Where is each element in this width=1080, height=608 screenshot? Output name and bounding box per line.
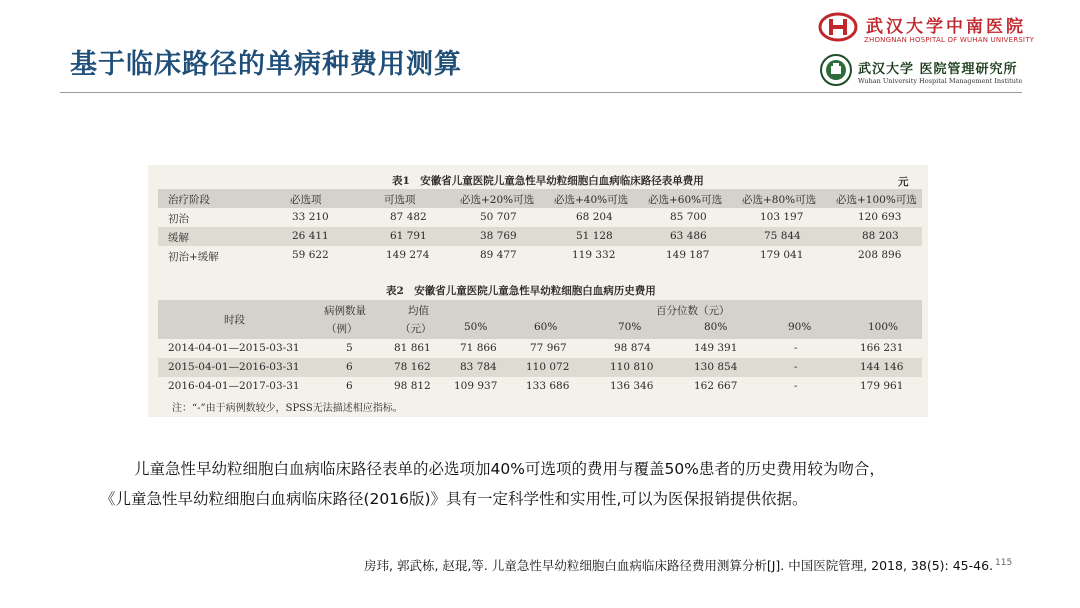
table2-cell: 149 391: [694, 342, 738, 354]
table2-header-cell: 时段: [224, 314, 245, 326]
table1-cell: 59 622: [292, 249, 329, 261]
table2-cell: 98 874: [614, 342, 651, 354]
table1-row: [158, 227, 922, 246]
table2-note: 注：“-”由于病例数较少，SPSS无法描述相应指标。: [172, 403, 403, 414]
table2-cell: 109 937: [454, 380, 498, 392]
title-divider: [60, 92, 1022, 93]
slide-title: 基于临床路径的单病种费用测算: [70, 49, 462, 80]
hospital-logo: [818, 10, 1035, 50]
table2-cell: 2014-04-01—2015-03-31: [168, 342, 300, 354]
table1-cell: 75 844: [764, 230, 801, 242]
table2-cell: 162 667: [694, 380, 738, 392]
table2-header-cell: 100%: [868, 321, 899, 333]
hospital-name-en: ZHONGNAN HOSPITAL OF WUHAN UNIVERSITY: [864, 36, 1035, 44]
table2-header-cell: （例）: [326, 323, 358, 335]
table2-header-cell: 均值: [408, 305, 429, 317]
table1-header-row: [158, 189, 922, 208]
table2-header-cell: 病例数量: [324, 305, 366, 317]
table2-cell: 130 854: [694, 361, 738, 373]
table2-row: [158, 339, 922, 358]
institute-logo: [820, 54, 1030, 88]
table2-cell: 77 967: [530, 342, 567, 354]
table1-cell: 初治: [168, 213, 189, 225]
table1-cell: 61 791: [390, 230, 427, 242]
table2-row: [158, 358, 922, 377]
table2-cell: 2016-04-01—2017-03-31: [168, 380, 300, 392]
table1-cell: 149 274: [386, 249, 430, 261]
table1-header-cell: 必选+80%可选: [742, 194, 817, 206]
table2-cell: 81 861: [394, 342, 431, 354]
hospital-name-cn: 武汉大学中南医院: [866, 17, 1026, 37]
table2-header-cell: 50%: [464, 321, 488, 333]
table1-cell: 208 896: [858, 249, 902, 261]
table2-header-cell: 60%: [534, 321, 558, 333]
table2-cell: 110 072: [526, 361, 570, 373]
table1-cell: 120 693: [858, 211, 902, 223]
table1-row: [158, 208, 922, 227]
table2-row: [158, 377, 922, 396]
table1-header-cell: 必选+20%可选: [460, 194, 535, 206]
table2-header-cell: 80%: [704, 321, 728, 333]
table1-cell: 缓解: [168, 232, 189, 244]
summary-line-1: 儿童急性早幼粒细胞白血病临床路径表单的必选项加40%可选项的费用与覆盖50%患者的历史费用较为吻合，: [134, 460, 885, 478]
table2-cell: 136 346: [610, 380, 654, 392]
table2-cell: 179 961: [860, 380, 904, 392]
table1-cell: 88 203: [862, 230, 899, 242]
table1-cell: 119 332: [572, 249, 616, 261]
table1-cell: 149 187: [666, 249, 710, 261]
table1-header-cell: 必选+40%可选: [554, 194, 629, 206]
institute-name-en: Wuhan University Hospital Management Institute: [858, 77, 1023, 85]
table1-cell: 68 204: [576, 211, 613, 223]
table1-cell: 26 411: [292, 230, 329, 242]
table2-cell: 78 162: [394, 361, 431, 373]
table1-cell: 179 041: [760, 249, 804, 261]
institute-name-cn: 武汉大学 医院管理研究所: [858, 62, 1018, 77]
table1-cell: 87 482: [390, 211, 427, 223]
table2-header-cell: 百分位数（元）: [656, 305, 730, 317]
page-number: 115: [995, 557, 1013, 568]
table2-cell: 2015-04-01—2016-03-31: [168, 361, 300, 373]
table1-cell: 初治+缓解: [168, 251, 219, 263]
table1-cell: 63 486: [670, 230, 707, 242]
table1-cell: 51 128: [576, 230, 613, 242]
table1-header-cell: 必选+60%可选: [648, 194, 723, 206]
table2-cell: 110 810: [610, 361, 654, 373]
table2-cell: 83 784: [460, 361, 497, 373]
hospital-emblem-icon: [818, 12, 858, 42]
table2-cell: 71 866: [460, 342, 497, 354]
scanned-tables-figure: [148, 165, 928, 417]
table1-cell: 103 197: [760, 211, 804, 223]
citation-text: 房玮, 郭武栋, 赵琨,等. 儿童急性早幼粒细胞白血病临床路径费用测算分析[J]. 中国医院管理, 2018, 38(5): 45-46.: [364, 558, 993, 573]
table2-cell: 166 231: [860, 342, 904, 354]
table2-cell: 98 812: [394, 380, 431, 392]
table1-cell: 33 210: [292, 211, 329, 223]
table2-cell: -: [794, 342, 798, 354]
table2-header: [158, 300, 922, 339]
table2-cell: 6: [346, 380, 353, 392]
table2-header-cell: 90%: [788, 321, 812, 333]
table2-cell: 144 146: [860, 361, 904, 373]
table2-cell: 5: [346, 342, 353, 354]
table1-header-cell: 必选项: [290, 194, 322, 206]
citation: [364, 556, 1012, 574]
table2-cell: -: [794, 361, 798, 373]
table2-caption: 表2 安徽省儿童医院儿童急性早幼粒细胞白血病历史费用: [386, 285, 656, 297]
table1-header-cell: 可选项: [384, 194, 416, 206]
summary-paragraph: [100, 454, 1000, 514]
table2-header-cell: 70%: [618, 321, 642, 333]
table1-cell: 89 477: [480, 249, 517, 261]
table2-cell: 6: [346, 361, 353, 373]
table2-header-cell: （元）: [400, 323, 432, 335]
university-seal-icon: [820, 54, 852, 86]
table2-cell: 133 686: [526, 380, 570, 392]
table1-cell: 50 707: [480, 211, 517, 223]
summary-line-2: 《儿童急性早幼粒细胞白血病临床路径(2016版)》具有一定科学性和实用性,可以为医保报销提供依据。: [100, 490, 808, 508]
table1-cell: 38 769: [480, 230, 517, 242]
table1-cell: 85 700: [670, 211, 707, 223]
table1-row: [158, 246, 922, 265]
table1-header-cell: 必选+100%可选: [836, 194, 917, 206]
table1-unit: 元: [898, 176, 909, 188]
table1-caption: 表1 安徽省儿童医院儿童急性早幼粒细胞白血病临床路径表单费用: [392, 175, 704, 187]
table2-cell: -: [794, 380, 798, 392]
table1-header-cell: 治疗阶段: [168, 194, 210, 206]
